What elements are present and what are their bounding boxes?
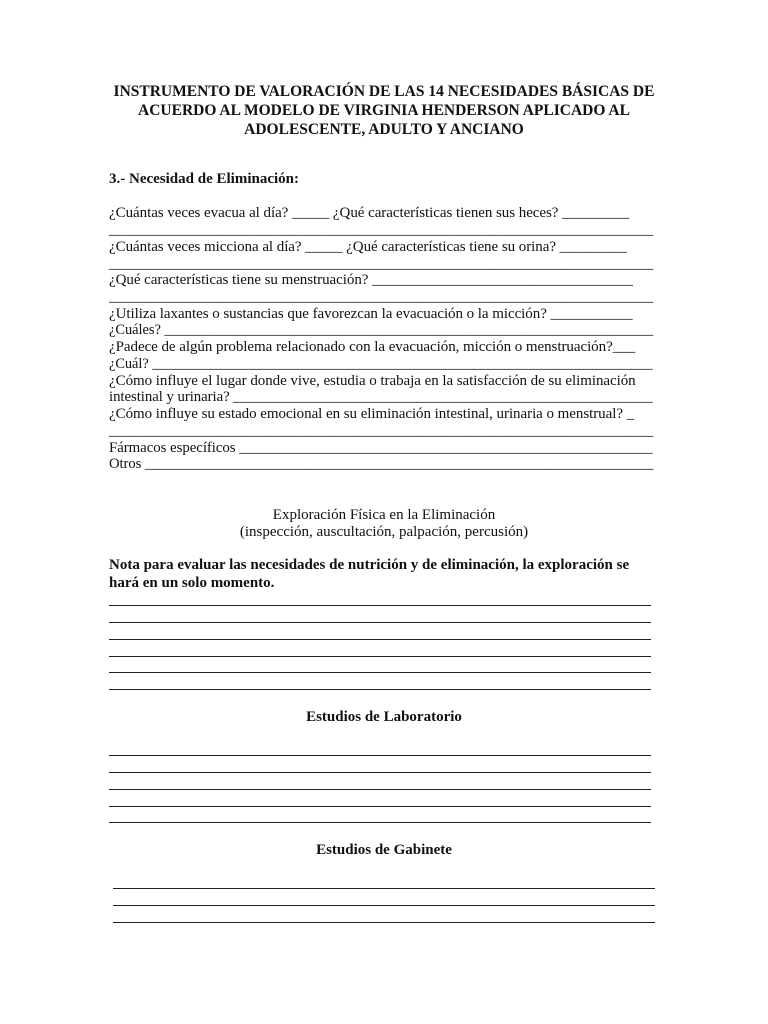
question-line: ¿Cuáles? ____________________________________________________________________ [109,322,654,338]
note-line-1: Nota para evaluar las necesidades de nutrición y de eliminación, la exploración se [109,557,630,573]
blank-answer-line [109,622,651,623]
note-line-2: hará en un solo momento. [109,575,275,591]
exploration-subtitle: (inspección, auscultación, palpación, percusión) [239,524,529,540]
question-line: Fármacos específicos ________________________________________________________ [109,440,653,456]
question-line: intestinal y urinaria? _________________________________________________________ [109,389,653,405]
question-line: ¿Cuántas veces micciona al día? _____ ¿Qué características tiene su orina? _________ [109,239,627,255]
answer-line: ____________________________________________________________________________ [109,289,654,305]
blank-answer-line [109,772,651,773]
answer-line: ____________________________________________________________________________ [109,222,654,238]
blank-answer-line [109,639,651,640]
blank-answer-line [109,656,651,657]
blank-answer-line [109,789,651,790]
title-line-3: ADOLESCENTE, ADULTO Y ANCIANO [244,121,524,138]
question-line: ¿Cómo influye el lugar donde vive, estudia o trabaja en la satisfacción de su eliminación [109,373,636,389]
blank-answer-line [109,689,651,690]
document-title [100,82,668,139]
question-line: ¿Cuántas veces evacua al día? _____ ¿Qué características tienen sus heces? _________ [109,205,630,221]
blank-answer-line [109,605,651,606]
question-line: ¿Cómo influye su estado emocional en su eliminación intestinal, urinaria o menstrual? _ [109,406,635,422]
question-line: ¿Padece de algún problema relacionado con la evacuación, micción o menstruación?___ [109,339,636,355]
answer-line: ____________________________________________________________________________ [109,256,654,272]
laboratory-title: Estudios de Laboratorio [306,709,462,725]
cabinet-title: Estudios de Gabinete [316,842,452,858]
blank-answer-line [109,755,651,756]
answer-line: ____________________________________________________________________________ [109,423,654,439]
title-line-2: ACUERDO AL MODELO DE VIRGINIA HENDERSON APLICADO AL [138,102,630,119]
question-line: ¿Cuál? ______________________________________________________________________ [109,356,653,372]
question-line: ¿Qué características tiene su menstruación? ___________________________________ [109,272,633,288]
blank-answer-line [109,822,651,823]
section-heading: 3.- Necesidad de Eliminación: [109,171,299,187]
exploration-title: Exploración Física en la Eliminación [272,507,496,523]
blank-answer-line [109,672,651,673]
blank-answer-line [113,922,655,923]
question-line: Otros ______________________________________________________________________ [109,456,654,472]
title-line-1: INSTRUMENTO DE VALORACIÓN DE LAS 14 NECESIDADES BÁSICAS DE [113,83,655,100]
exploration-note [109,556,629,592]
blank-answer-line [113,905,655,906]
blank-answer-line [113,888,655,889]
blank-answer-line [109,806,651,807]
question-line: ¿Utiliza laxantes o sustancias que favorezcan la evacuación o la micción? ___________ [109,306,633,322]
